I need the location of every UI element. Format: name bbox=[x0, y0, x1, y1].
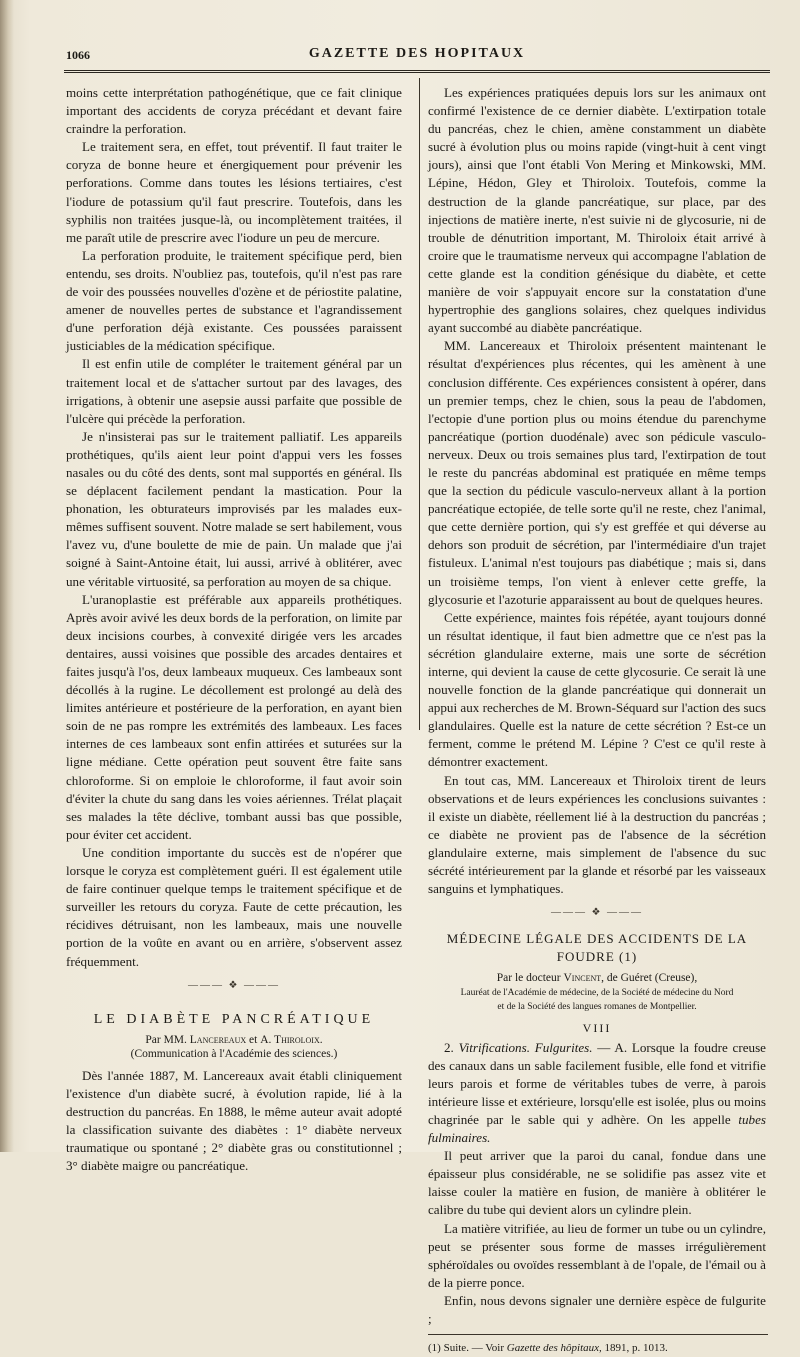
column-divider bbox=[419, 78, 420, 730]
footnote: (1) Suite. — Voir Gazette des hôpitaux, 1891, p. 1013. bbox=[428, 1342, 668, 1355]
binding-spine bbox=[0, 0, 14, 1152]
paragraph: Une condition importante du succès est de n'opérer que lorsque le coryza est complètement guéri. Il est également utile de faire continuer quelque temps le traitement spécifique et de surveiller les retours du coryza. Faute de cette précaution, les récidives détruisant, non les lambeaux, mais une nouvelle portion de la voûte en avant ou en arrière, s'observent assez fréquemment. bbox=[66, 844, 402, 969]
footnote-rule bbox=[428, 1334, 768, 1335]
author-name: Vincent bbox=[563, 971, 602, 984]
paragraph: La matière vitrifiée, au lieu de former un tube ou un cylindre, peut se présenter sous forme de masses irrégulièrement sphéroïdales ou ovoïdes ressemblant à de l'opale, de l'émail ou à de la pierre ponce. bbox=[428, 1220, 766, 1290]
author-affiliation: et de la Société des langues romanes de Montpellier. bbox=[497, 1001, 697, 1012]
author-name: A. Thiroloix. bbox=[260, 1033, 323, 1046]
right-column bbox=[428, 84, 766, 1357]
paragraph: Il peut arriver que la paroi du canal, fondue dans une épaisseur plus considérable, ne se solidifie pas assez vite et laisse couler la matière en fusion, de manière à oblitérer le calibre du tube qui devient alors un cylindre plein. bbox=[428, 1148, 766, 1218]
author-name: Lancereaux bbox=[189, 1033, 247, 1046]
section-note: (Communication à l'Académie des sciences.) bbox=[130, 1047, 338, 1060]
paragraph: Enfin, nous devons signaler une dernière espèce de fulgurite ; bbox=[428, 1292, 766, 1326]
section-byline: Par MM. Lancereaux et A. Thiroloix. bbox=[145, 1033, 323, 1046]
section-byline: Par le docteur Vincent, de Guéret (Creuse), bbox=[496, 971, 698, 984]
chapter-number: VIII bbox=[582, 1020, 612, 1035]
paragraph: Dès l'année 1887, M. Lancereaux avait établi cliniquement l'existence d'un diabète sucré, à évolution rapide, lié à la destruction du pancréas. En 1888, le même auteur avait adopté la classification suivante des diabètes : 1° diabète nerveux traumatique ou spontané ; 2° diabète gras ou constitutionnel ; 3° diabète maigre ou pancréatique. bbox=[66, 1067, 402, 1174]
paragraph: 2. Vitrifications. Fulgurites. — A. Lorsque la foudre creuse des canaux dans un sable facilement fusible, elle fond et vitrifie leurs parois et forme de véritables tubes de verre, à parois intérieure lisse et extérieure, lorsqu'elle est isolée, plus ou moins chagrinée par le sable qui y adhère. On les appelle tubes fulminaires. bbox=[428, 1039, 766, 1146]
paragraph: MM. Lancereaux et Thiroloix présentent maintenant le résultat d'expériences plus récentes, qui les amènent à une conclusion différente. Ces expériences consistent à opérer, dans un premier temps, chez le chien, sous la peau de l'abdomen, l'ectopie d'une portion plus ou moins étendue du parenchyme pancréatique (portion duodénale) avec son pédicule vasculo-nerveux. Deux ou trois semaines plus tard, l'extirpation de tout le reste du pancréas abdominal est pratiquée en même temps que la section du pédicule vasculo-nerveux allant à la portion pancréatique ectopiée, de telle sorte qu'il ne reste, chez l'animal, que cette dernière portion, qui s'y est greffée et qui déverse au dehors son produit de sécrétion, par l'intermédiaire d'un trajet fistuleux. L'animal n'est toujours pas diabétique ; mais si, dans un troisième temps, l'on vient à enlever cette greffe, la glycosurie et l'azoturie apparaissent au bout de quelques heures. bbox=[428, 338, 766, 607]
paragraph: L'uranoplastie est préférable aux appareils prothétiques. Après avoir avivé les deux bords de la perforation, on limite par deux incisions courbes, à convexité dirigée vers les arcades dentaires, aussi voisines que possible des arcades dentaires et faites jusqu'à l'os, deux lambeaux muqueux. Ces lambeaux sont décollés à la rugine. Le décollement est prolongé au delà des limites antérieure et postérieure de la perforation, en ayant bien soin de ne pas rompre les extrémités des lambeaux. Les faces internes de ces lambeaux sont enfin attirées et suturées sur la ligne médiane. Cette opération peut souvent être faite sans chloroforme. Si on emploie le chloroforme, il faut avoir soin d'éviter la chute du sang dans les voies aériennes. Trélat plaçait ses malades la tête déclive, tombant aussi bas que possible, pour éviter cet accident. bbox=[66, 591, 402, 842]
paragraph: La perforation produite, le traitement spécifique perd, bien entendu, ses droits. N'oubliez pas, toutefois, qu'il n'est pas rare de voir des poussées nouvelles d'ozène et de périostite palatine, amener de nouvelles pertes de substance et l'agrandissement d'une perforation déjà existante. Ces poussées paraissent justiciables de la médication spécifique. bbox=[66, 247, 402, 354]
paragraph: moins cette interprétation pathogénétique, que ce fait clinique important des accidents de coryza précédant et devant faire craindre la perforation. bbox=[66, 85, 402, 137]
header-rule bbox=[64, 70, 770, 73]
left-column bbox=[66, 84, 402, 1175]
author-affiliation: Lauréat de l'Académie de médecine, de la Société de médecine du Nord bbox=[460, 987, 734, 998]
paragraph: Cette expérience, maintes fois répétée, ayant toujours donné un résultat identique, il faut bien admettre que ce n'est pas la sécrétion glandulaire externe, mais une sorte de sécrétion interne, qui devient la cause de cette glycosurie. Ce serait là une nouvelle fonction de la glande pancréatique qui donnerait un appui aux recherches de M. Brown-Séquard sur l'action des sucs glandulaires. Quelle est la nature de cette sécrétion ? Est-ce un ferment, comme le prétend M. Lépine ? C'est ce qu'il reste à démontrer exactement. bbox=[428, 609, 766, 770]
page-header bbox=[66, 44, 768, 68]
section-separator: ——— ❖ ——— bbox=[551, 907, 643, 919]
paragraph: Il est enfin utile de compléter le traitement général par un traitement local et de s'attacher surtout par des lavages, des irrigations, à obtenir une asepsie aussi parfaite que possible de l'ulcère qui précède la perforation. bbox=[66, 356, 402, 426]
section-title: LE DIABÈTE PANCRÉATIQUE bbox=[93, 1011, 375, 1027]
page-number: 1066 bbox=[66, 48, 90, 62]
paragraph: Les expériences pratiquées depuis lors sur les animaux ont confirmé l'existence de ce dernier diabète. L'extirpation totale du pancréas, chez le chien, amène constamment un diabète sucré à évolution plus ou moins rapide (vingt-huit à cent vingt jours), ainsi que l'ont établi Von Mering et Minkowski, MM. Lépine, Hédon, Gley et Thiroloix. Toutefois, comme la destruction de la glande pancréatique, sur place, par des injections de matière inerte, n'est suivie ni de glycosurie, ni de trouble de dénutrition important, M. Thiroloix était arrivé à croire que le traumatisme nerveux qui accompagne l'ablation de cette glande est la condition génésique du diabète, et cette manière de voir s'appuyait encore sur la constatation d'une hypertrophie des ganglions solaires, chez quelques individus ayant succombé au diabète pancréatique. bbox=[428, 85, 766, 336]
section-separator: ——— ❖ ——— bbox=[188, 979, 280, 991]
section-title: MÉDECINE LÉGALE DES ACCIDENTS DE LA FOUDRE (1) bbox=[446, 931, 748, 965]
paragraph: Je n'insisterai pas sur le traitement palliatif. Les appareils prothétiques, qu'ils aient leur point d'appui vers les fosses nasales ou du côté des dents, sont mal supportés en général. Ils se déplacent facilement pendant la mastication. Pour la phonation, les obturateurs improvisés par les malades eux-mêmes suffisent souvent. Notre malade se sert habilement, vous l'avez vu, d'une boulette de mie de pain. Un malade que j'ai soigné à Saint-Antoine était, lui aussi, arrivé à oblitérer, avec une véritable virtuosité, sa perforation au moyen de sa chique. bbox=[66, 428, 402, 589]
paragraph: Le traitement sera, en effet, tout préventif. Il faut traiter le coryza de bonne heure et énergiquement pour prévenir les perforations. Comme dans toutes les lésions tertiaires, c'est l'iodure de potassium qu'il faut prescrire. Toutefois, dans les syphilis non traitées jusque-là, ou incomplètement traitées, il me paraît utile de prescrire avec l'iodure un peu de mercure. bbox=[66, 139, 402, 245]
journal-title: GAZETTE DES HOPITAUX bbox=[308, 46, 526, 61]
paragraph: En tout cas, MM. Lancereaux et Thiroloix tirent de leurs observations et de leurs expériences les conclusions suivantes : il existe un diabète, réellement lié à la destruction du pancréas ; ce diabète ne provient pas de l'absence de la sécrétion glandulaire externe, mais simplement de l'absence du suc sécrété intérieurement par la glande et résorbé par les vaisseaux sanguins et lymphatiques. bbox=[428, 772, 766, 897]
